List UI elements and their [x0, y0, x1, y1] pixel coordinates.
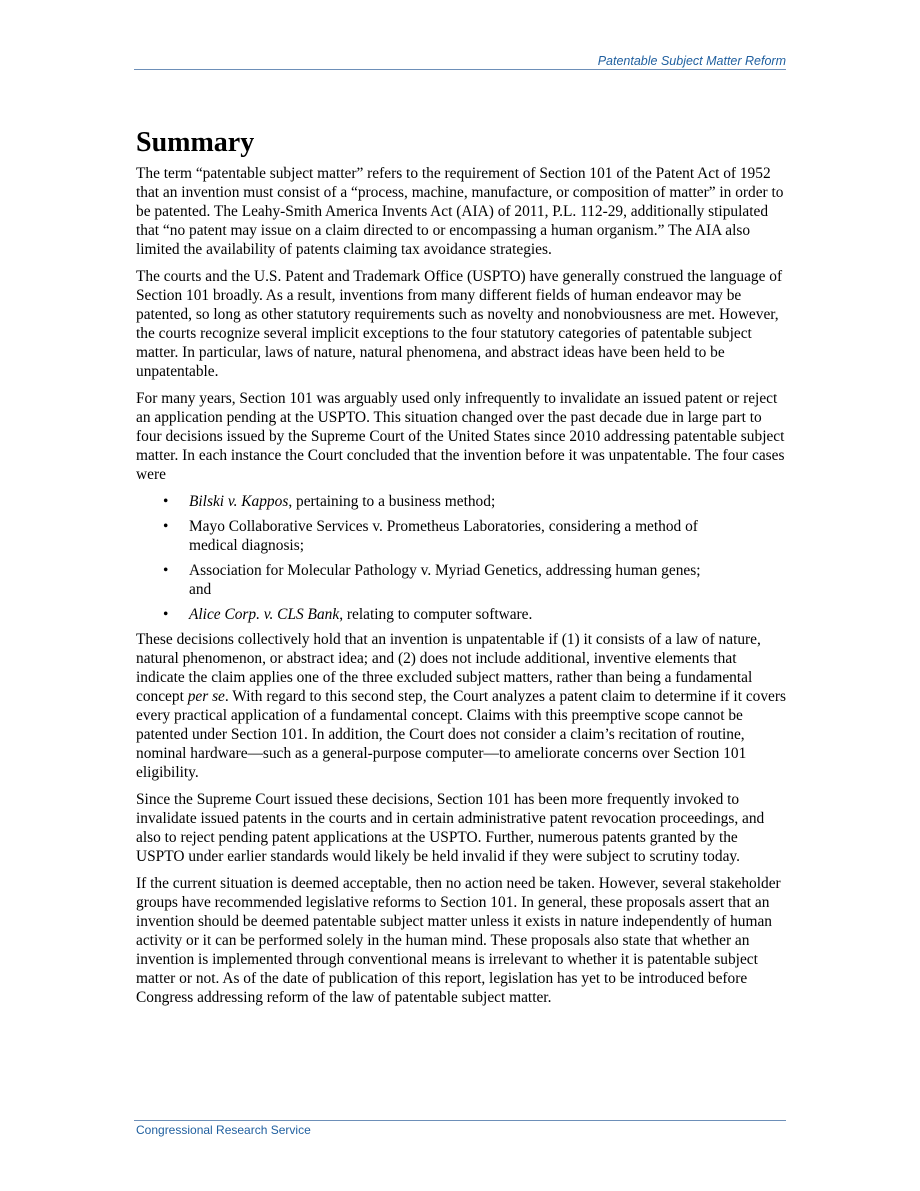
- case-description: , relating to computer software.: [339, 606, 533, 623]
- list-item: [136, 561, 788, 599]
- case-list: [136, 492, 788, 624]
- paragraph-3: For many years, Section 101 was arguably used only infrequently to invalidate an issued patent or reject an application pending at the USPTO. This situation changed over the past decade due in large part to four decisions issued by the Supreme Court of the United States since 2010 addressing patentable subject matter. In each instance the Court concluded that the invention before it was unpatentable. The four cases were: [136, 390, 785, 483]
- paragraph-1: The term “patentable subject matter” refers to the requirement of Section 101 of the Patent Act of 1952 that an invention must consist of a “process, machine, manufacture, or composition of matter” in order to be patented. The Leahy-Smith America Invents Act (AIA) of 2011, P.L. 112-29, additionally stipulated that “no patent may issue on a claim directed to or encompassing a human organism.” The AIA also limited the availability of patents claiming tax avoidance strategies.: [136, 165, 784, 258]
- list-item: [136, 605, 788, 624]
- section-title: Summary: [136, 127, 255, 158]
- bullet-icon: •: [163, 518, 169, 535]
- case-name: Alice Corp. v. CLS Bank: [189, 606, 340, 623]
- case-text: Association for Molecular Pathology v. Myriad Genetics, addressing human genes; and: [189, 562, 701, 598]
- running-header: Patentable Subject Matter Reform: [597, 54, 786, 68]
- footer-divider: [134, 1120, 786, 1121]
- paragraph-4: [136, 630, 788, 782]
- list-item: [136, 517, 788, 555]
- bullet-icon: •: [163, 606, 169, 623]
- case-description: , pertaining to a business method;: [288, 493, 496, 510]
- list-item: [136, 492, 788, 511]
- footer-publisher: Congressional Research Service: [136, 1123, 311, 1137]
- header-divider: [134, 69, 786, 70]
- paragraph-4-end: . With regard to this second step, the Court analyzes a patent claim to determine if it covers every practical application of a fundamental concept. Claims with this preemptive scope cannot be patented under Section 101. In addition, the Court does not consider a claim’s recitation of routine, nominal hardware—such as a general-purpose computer—to ameliorate concerns over Section 101 eligibility.: [136, 688, 787, 781]
- bullet-icon: •: [163, 493, 169, 510]
- case-text: Mayo Collaborative Services v. Prometheus Laboratories, considering a method of medical diagnosis;: [189, 518, 698, 554]
- bullet-icon: •: [163, 562, 169, 579]
- paragraph-4-start: These decisions collectively hold that an invention is unpatentable if (1) it consists of a law of nature, natural phenomenon, or abstract idea; and (2) does not include additional, inventive elements that indicate the claim applies one of the three excluded subject matters, rather than being a fundamental concept: [136, 631, 761, 705]
- latin-term: per se: [187, 688, 225, 705]
- paragraph-5: Since the Supreme Court issued these decisions, Section 101 has been more frequently invoked to invalidate issued patents in the courts and in certain administrative patent revocation proceedings, and also to reject pending patent applications at the USPTO. Further, numerous patents granted by the USPTO under earlier standards would likely be held invalid if they were subject to scrutiny today.: [136, 791, 765, 865]
- paragraph-2: The courts and the U.S. Patent and Trademark Office (USPTO) have generally construed the language of Section 101 broadly. As a result, inventions from many different fields of human endeavor may be patented, so long as other statutory requirements such as novelty and nonobviousness are met. However, the courts recognize several implicit exceptions to the four statutory categories of patentable subject matter. In particular, laws of nature, natural phenomena, and abstract ideas have been held to be unpatentable.: [136, 268, 783, 380]
- page-body: [136, 126, 788, 1015]
- paragraph-6: If the current situation is deemed acceptable, then no action need be taken. However, several stakeholder groups have recommended legislative reforms to Section 101. In general, these proposals assert that an invention should be deemed patentable subject matter unless it exists in nature independently of human activity or it can be performed solely in the human mind. These proposals also state that whether an invention is implemented through conventional means is irrelevant to whether it is patentable subject matter or not. As of the date of publication of this report, legislation has yet to be introduced before Congress addressing reform of the law of patentable subject matter.: [136, 875, 781, 1006]
- case-name: Bilski v. Kappos: [189, 493, 289, 510]
